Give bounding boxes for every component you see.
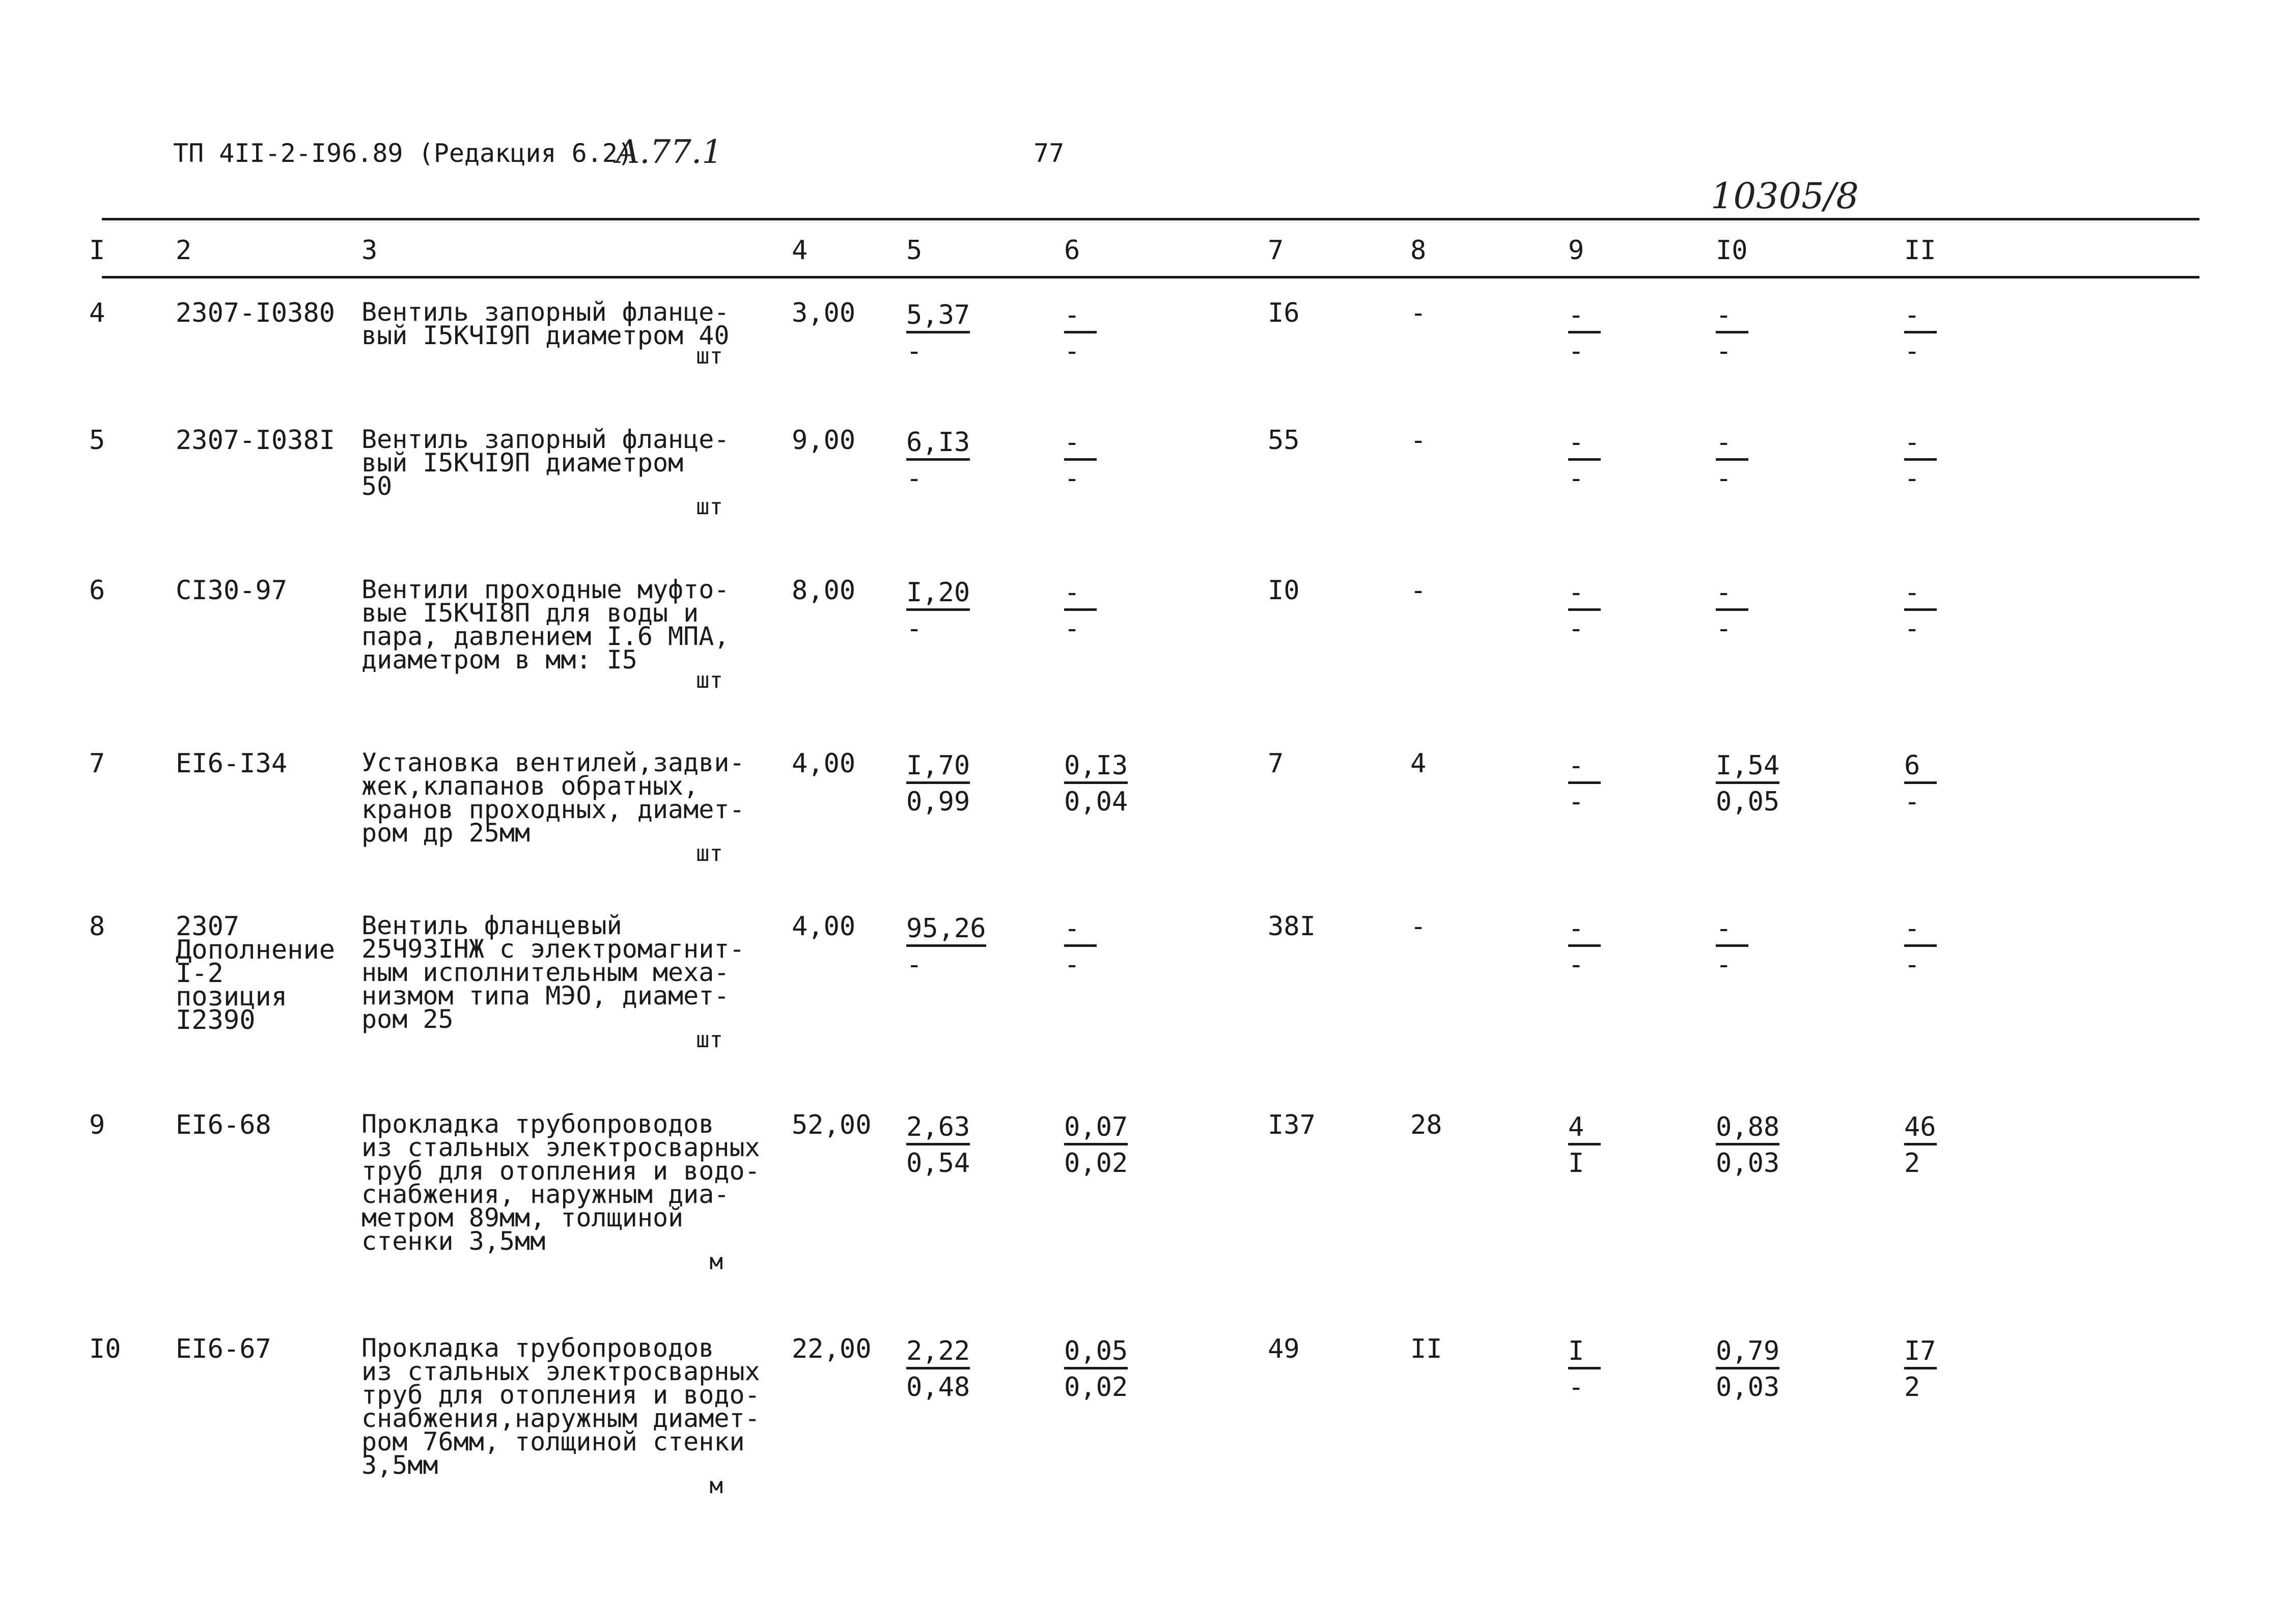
handwritten-reference: A.77.1: [616, 133, 723, 171]
fraction-denominator: -: [906, 613, 923, 644]
page-number: 77: [1034, 138, 1065, 168]
fraction-numerator: 4: [1568, 1112, 1601, 1145]
row-c10-fraction: [1716, 1336, 1779, 1402]
fraction-denominator: -: [1904, 949, 1920, 980]
fraction-numerator: -: [1568, 578, 1601, 611]
fraction-denominator: I: [1568, 1148, 1584, 1179]
fraction-numerator: -: [1716, 914, 1748, 947]
row-description: Прокладка трубопроводов: [361, 1333, 714, 1363]
row-col7-value: I6: [1268, 298, 1300, 328]
row-number: 8: [89, 911, 105, 942]
row-c6-fraction: [1064, 1112, 1128, 1178]
fraction-denominator: -: [1064, 463, 1080, 494]
fraction-denominator: 0,03: [1716, 1148, 1780, 1179]
row-description: ром 76мм, толщиной стенки: [361, 1427, 745, 1457]
fraction-denominator: -: [1716, 336, 1732, 367]
fraction-denominator: -: [906, 949, 923, 980]
row-col4-value: 8,00: [792, 575, 856, 606]
fraction-numerator: -: [1568, 751, 1601, 784]
row-code: I2390: [176, 1005, 256, 1035]
row-col4-value: 4,00: [792, 748, 856, 779]
fraction-denominator: -: [1904, 463, 1920, 494]
fraction-numerator: I7: [1904, 1336, 1937, 1369]
fraction-numerator: 6: [1904, 751, 1937, 784]
row-col4-value: 4,00: [792, 911, 856, 942]
row-description: стенки 3,5мм: [361, 1226, 546, 1256]
column-number: 3: [361, 235, 378, 266]
fraction-numerator: -: [1064, 300, 1097, 333]
row-c10-fraction: [1716, 751, 1779, 817]
document-reference: ТП 4II-2-I96.89 (Редакция 6.2): [173, 138, 633, 168]
row-description: ным исполнительным меха-: [361, 958, 730, 987]
row-number: 6: [89, 575, 105, 606]
row-description: снабжения,наружным диамет-: [361, 1404, 760, 1433]
row-c9-fraction: [1568, 300, 1601, 366]
row-unit: шт: [696, 841, 723, 866]
row-c10-fraction: [1716, 300, 1748, 366]
row-description: Вентили проходные муфто-: [361, 575, 730, 604]
row-unit: шт: [696, 667, 723, 693]
row-description: Вентиль запорный фланце-: [361, 425, 730, 454]
row-unit: шт: [696, 1027, 723, 1053]
fraction-numerator: 2,22: [906, 1336, 970, 1369]
fraction-denominator: -: [1716, 613, 1732, 644]
fraction-denominator: 2: [1904, 1148, 1920, 1179]
row-description: кранов проходных, диамет-: [361, 795, 745, 824]
row-c9-fraction: [1568, 1112, 1601, 1178]
row-col4-value: 22,00: [792, 1334, 872, 1364]
fraction-numerator: -: [1716, 578, 1748, 611]
row-unit: м: [709, 1473, 723, 1499]
row-c11-fraction: [1904, 578, 1937, 643]
fraction-denominator: 0,02: [1064, 1372, 1128, 1403]
row-col4-value: 52,00: [792, 1110, 872, 1140]
column-number: 8: [1410, 235, 1427, 266]
row-description: Установка вентилей,задви-: [361, 748, 745, 777]
row-code: 2307-I0380: [176, 298, 336, 328]
row-c6-fraction: [1064, 578, 1097, 643]
row-description: жек,клапанов обратных,: [361, 771, 699, 801]
fraction-denominator: -: [1568, 336, 1584, 367]
row-col7-value: 49: [1268, 1334, 1300, 1364]
row-c11-fraction: [1904, 914, 1937, 979]
row-c9-fraction: [1568, 578, 1601, 643]
row-col7-value: 7: [1268, 748, 1284, 779]
row-description: 50: [361, 471, 393, 501]
row-col7-value: 55: [1268, 425, 1300, 456]
row-code: EI6-I34: [176, 748, 288, 779]
column-number: 4: [792, 235, 808, 266]
fraction-denominator: -: [906, 336, 923, 367]
row-c6-fraction: [1064, 300, 1097, 366]
row-c10-fraction: [1716, 1112, 1779, 1178]
row-code: CI30-97: [176, 575, 288, 606]
row-col8-value: II: [1410, 1334, 1442, 1364]
fraction-numerator: -: [1904, 914, 1937, 947]
row-unit: м: [709, 1249, 723, 1275]
row-code: 2307-I038I: [176, 425, 336, 456]
fraction-numerator: -: [1716, 428, 1748, 461]
fraction-numerator: -: [1904, 428, 1937, 461]
row-description: диаметром в мм: I5: [361, 645, 637, 675]
fraction-numerator: 0,79: [1716, 1336, 1779, 1369]
row-code: Дополнение: [176, 935, 336, 965]
fraction-denominator: -: [1904, 613, 1920, 644]
column-number: 6: [1064, 235, 1080, 266]
header-top-rule: [102, 218, 2199, 220]
fraction-numerator: 95,26: [906, 914, 986, 947]
row-description: из стальных электросварных: [361, 1357, 760, 1386]
fraction-numerator: -: [1568, 428, 1601, 461]
row-col4-value: 3,00: [792, 298, 856, 328]
row-description: вый I5КЧI9П диаметром: [361, 448, 684, 478]
row-description: труб для отопления и водо-: [361, 1380, 760, 1410]
column-number: I0: [1716, 235, 1748, 266]
column-number: 7: [1268, 235, 1284, 266]
row-code: EI6-67: [176, 1334, 271, 1364]
row-description: метром 89мм, толщиной: [361, 1203, 684, 1233]
fraction-numerator: I,70: [906, 751, 970, 784]
row-c5-fraction: [906, 1112, 970, 1178]
row-description: 3,5мм: [361, 1450, 438, 1480]
fraction-denominator: 0,03: [1716, 1372, 1780, 1403]
fraction-denominator: 0,48: [906, 1372, 970, 1403]
row-c5-fraction: [906, 300, 970, 366]
fraction-denominator: -: [1904, 336, 1920, 367]
row-c6-fraction: [1064, 914, 1097, 979]
fraction-denominator: 0,54: [906, 1148, 970, 1179]
fraction-numerator: 0,05: [1064, 1336, 1128, 1369]
row-number: 9: [89, 1110, 105, 1140]
handwritten-sheet-number: 10305/8: [1711, 175, 1859, 217]
row-col7-value: I37: [1268, 1110, 1316, 1140]
fraction-denominator: 0,02: [1064, 1148, 1128, 1179]
row-col4-value: 9,00: [792, 425, 856, 456]
row-description: труб для отопления и водо-: [361, 1156, 760, 1186]
fraction-denominator: -: [1568, 787, 1584, 817]
fraction-numerator: I: [1568, 1336, 1601, 1369]
fraction-numerator: 46: [1904, 1112, 1937, 1145]
fraction-denominator: -: [1064, 949, 1080, 980]
fraction-numerator: -: [1716, 300, 1748, 333]
row-col8-value: -: [1410, 911, 1427, 942]
fraction-numerator: -: [1568, 914, 1601, 947]
row-c9-fraction: [1568, 751, 1601, 817]
row-description: Вентиль запорный фланце-: [361, 297, 730, 327]
fraction-denominator: -: [1568, 949, 1584, 980]
row-c11-fraction: [1904, 428, 1937, 493]
fraction-denominator: -: [1568, 613, 1584, 644]
row-unit: шт: [696, 343, 723, 369]
fraction-denominator: -: [1904, 787, 1920, 817]
row-c9-fraction: [1568, 1336, 1601, 1402]
fraction-numerator: 6,I3: [906, 428, 970, 461]
fraction-numerator: I,54: [1716, 751, 1779, 784]
fraction-denominator: -: [1568, 1372, 1584, 1403]
row-code: EI6-68: [176, 1110, 271, 1140]
fraction-denominator: 0,99: [906, 787, 970, 817]
fraction-numerator: 0,88: [1716, 1112, 1779, 1145]
column-number: 5: [906, 235, 923, 266]
fraction-numerator: -: [1064, 914, 1097, 947]
fraction-denominator: 0,05: [1716, 787, 1780, 817]
column-number: II: [1904, 235, 1936, 266]
row-c9-fraction: [1568, 428, 1601, 493]
row-c6-fraction: [1064, 1336, 1128, 1402]
row-c10-fraction: [1716, 578, 1748, 643]
row-number: I0: [89, 1334, 121, 1364]
fraction-denominator: -: [1064, 336, 1080, 367]
row-c10-fraction: [1716, 914, 1748, 979]
fraction-numerator: 2,63: [906, 1112, 970, 1145]
fraction-numerator: I,20: [906, 578, 970, 611]
row-c11-fraction: [1904, 300, 1937, 366]
row-description: ром др 25мм: [361, 818, 531, 848]
fraction-numerator: 5,37: [906, 300, 970, 333]
row-c5-fraction: [906, 428, 970, 493]
fraction-numerator: 0,I3: [1064, 751, 1128, 784]
row-description: Прокладка трубопроводов: [361, 1109, 714, 1139]
column-number: 9: [1568, 235, 1584, 266]
fraction-denominator: 0,04: [1064, 787, 1128, 817]
row-description: Вентиль фланцевый: [361, 911, 622, 940]
row-number: 5: [89, 425, 105, 456]
row-description: низмом типа МЭО, диамет-: [361, 981, 730, 1011]
row-description: вые I5КЧI8П для воды и: [361, 598, 699, 628]
row-code: I-2: [176, 958, 224, 989]
row-description: снабжения, наружным диа-: [361, 1180, 730, 1209]
row-c11-fraction: [1904, 1112, 1937, 1178]
fraction-denominator: -: [1716, 463, 1732, 494]
row-col8-value: -: [1410, 298, 1427, 328]
row-code: 2307: [176, 911, 240, 942]
row-c6-fraction: [1064, 751, 1128, 817]
row-c5-fraction: [906, 751, 970, 817]
fraction-numerator: -: [1064, 578, 1097, 611]
row-c10-fraction: [1716, 428, 1748, 493]
row-description: вый I5КЧI9П диаметром 40: [361, 321, 730, 350]
row-col7-value: 38I: [1268, 911, 1316, 942]
row-col8-value: 4: [1410, 748, 1427, 779]
header-bottom-rule: [102, 276, 2199, 278]
row-unit: шт: [696, 494, 723, 520]
row-code: позиция: [176, 982, 288, 1012]
fraction-denominator: 2: [1904, 1372, 1920, 1403]
row-c5-fraction: [906, 578, 970, 643]
row-number: 7: [89, 748, 105, 779]
row-col8-value: -: [1410, 575, 1427, 606]
fraction-denominator: -: [906, 463, 923, 494]
column-number: I: [89, 235, 105, 266]
row-c11-fraction: [1904, 751, 1937, 817]
row-description: 25Ч93IНЖ с электромагнит-: [361, 934, 745, 964]
row-col8-value: -: [1410, 425, 1427, 456]
row-description: ром 25: [361, 1004, 454, 1034]
row-c5-fraction: [906, 914, 986, 979]
row-c5-fraction: [906, 1336, 970, 1402]
fraction-numerator: 0,07: [1064, 1112, 1128, 1145]
row-col8-value: 28: [1410, 1110, 1442, 1140]
fraction-numerator: -: [1064, 428, 1097, 461]
row-c11-fraction: [1904, 1336, 1937, 1402]
fraction-denominator: -: [1716, 949, 1732, 980]
row-c6-fraction: [1064, 428, 1097, 493]
row-number: 4: [89, 298, 105, 328]
fraction-denominator: -: [1568, 463, 1584, 494]
row-col7-value: I0: [1268, 575, 1300, 606]
fraction-numerator: -: [1904, 578, 1937, 611]
fraction-numerator: -: [1904, 300, 1937, 333]
row-c9-fraction: [1568, 914, 1601, 979]
fraction-denominator: -: [1064, 613, 1080, 644]
column-number: 2: [176, 235, 192, 266]
row-description: из стальных электросварных: [361, 1133, 760, 1162]
fraction-numerator: -: [1568, 300, 1601, 333]
row-description: пара, давлением I.6 МПА,: [361, 622, 730, 651]
